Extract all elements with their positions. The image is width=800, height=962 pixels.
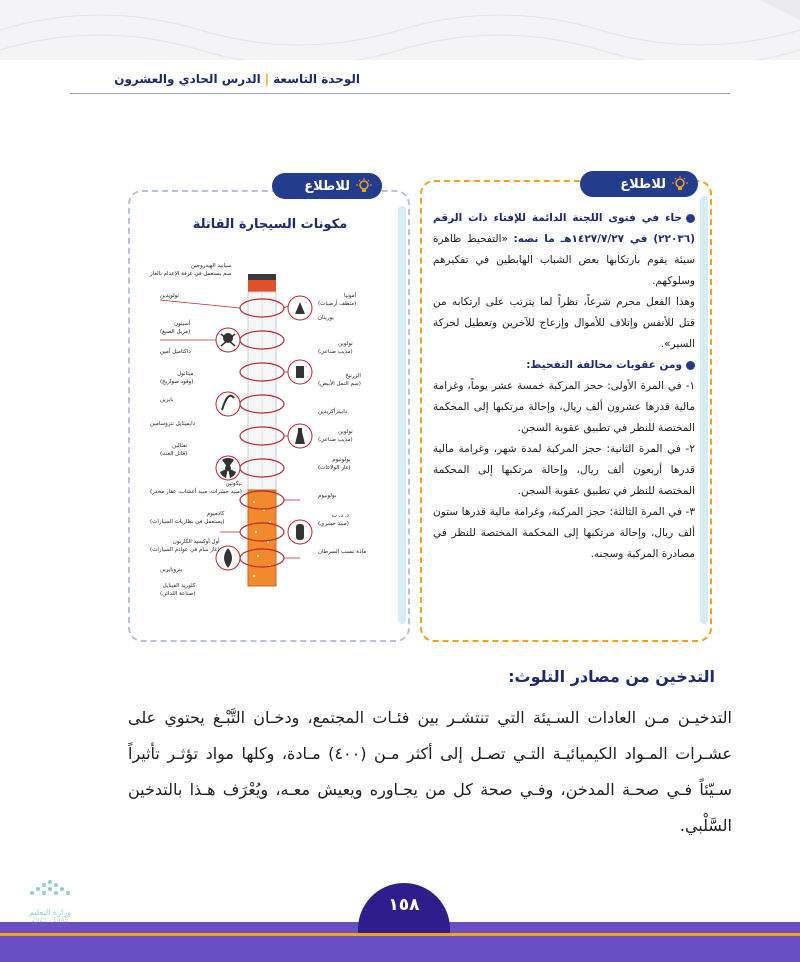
cigarette-title: مكونات السيجارة القاتلة	[192, 217, 348, 232]
component-name: تولويدين	[160, 293, 180, 299]
component-label	[160, 566, 182, 574]
fatwa-ruling: وهذا الفعل محرم شرعاً، نظراً لما يترتب على ارتكابه من قتل للأنفس وإتلاف للأموال وإزعاج للآخرين وتعطيل لحركة السير».	[433, 296, 695, 350]
component-note: (مذيب صناعي)	[318, 349, 353, 355]
right-panel-badge	[580, 171, 698, 197]
component-name: أمونيا	[344, 293, 357, 299]
page-header	[114, 72, 360, 86]
component-label	[160, 582, 195, 598]
component-label	[318, 492, 336, 500]
left-badge-label: للاطلاع	[304, 178, 350, 194]
component-name: تولوين	[338, 429, 353, 435]
component-note: (صناعة اللدائن)	[160, 591, 196, 597]
component-label	[318, 428, 353, 444]
component-note: (وقود صواريخ)	[160, 379, 194, 385]
component-name: بولونيوم	[318, 493, 337, 499]
component-label	[150, 538, 220, 554]
ministry-logo-year: 2023 - 1445	[31, 917, 69, 924]
left-panel-badge	[272, 173, 382, 199]
component-name: دايميثايل نتروسامين	[150, 421, 196, 427]
component-name: مادة تسبب السرطان	[318, 549, 367, 555]
component-label	[160, 292, 179, 300]
component-note: (مبيد حشرات، مبيد أعشاب، عقار مخدر)	[150, 489, 242, 495]
component-label	[160, 442, 187, 458]
component-label	[160, 348, 191, 356]
component-label	[318, 456, 351, 472]
penalty-third: ٣- في المرة الثالثة: حجز المركبة، وغرامة مالية قدرها ستون ألف ريال، وإحالة مرتكبها إلى المحكمة المختصة للنظر في مصادرة المركبة وسجنه.	[433, 506, 695, 560]
component-note: (مذيب صناعي)	[318, 437, 353, 443]
component-label	[318, 292, 356, 308]
right-panel-stripe	[700, 196, 708, 624]
component-name: ميثانول	[177, 371, 194, 377]
lightbulb-icon	[672, 176, 688, 192]
lightbulb-icon	[356, 178, 372, 194]
component-label	[150, 420, 195, 428]
component-note: (قاتل العث)	[160, 451, 188, 457]
header-divider	[70, 93, 730, 94]
component-name: د. د. ت	[331, 513, 349, 519]
ministry-logo-text: وزارة التعليم	[29, 908, 71, 917]
right-panel-text	[433, 208, 695, 565]
component-name: نفثالين	[172, 443, 188, 449]
component-label	[160, 396, 174, 404]
section-title: التدخين من مصادر التلوث:	[508, 667, 715, 686]
penalties-heading: ومن عقوبات مخالفة التفحيط:	[526, 359, 682, 371]
component-name: بولونيوم	[332, 457, 351, 463]
bullet-icon	[686, 214, 695, 223]
component-label	[150, 510, 224, 526]
ministry-logo-icon	[20, 878, 80, 904]
component-note: (مزيل الصبغ)	[160, 329, 191, 335]
fatwa-heading: جاء في فتوى اللجنة الدائمة للإفتاء ذات الرقم (٢٢٠٣٦) في ١٤٢٧/٧/٢٧هـ ما نصه:	[433, 212, 695, 245]
fatwa-quote: «التفحيط ظاهرة سيئة يقوم بارتكابها بعض الشباب الهابطين في تفكيرهم وسلوكهم.	[433, 233, 695, 287]
section-body: التدخيـن مـن العادات السـيئة التي تنتشـر بين فئـات المجتمع، ودخـان التَّبْـغ يحتوي على عشـرات المـواد الكيميائيـة التـي تصـل إلى أكثر مـن (٤٠٠) مـادة، وكلها مواد تؤثـر تأثيراً سـيّئاً فـي صحـة المدخن، وفـي صحة كل من يجـاوره ويعيش معـه، ويُعْرَف هـذا بالتدخين السَّلْبي.	[128, 708, 733, 835]
component-name: يوريثان	[318, 315, 334, 321]
component-name: بايرين	[160, 397, 174, 403]
component-name: نيكوتين	[225, 481, 242, 487]
left-panel-stripe	[398, 206, 406, 624]
component-name: دايبنزأكريدين	[318, 409, 348, 415]
component-label	[150, 480, 242, 496]
component-note: (مبيد حشري)	[318, 521, 349, 527]
component-name: داكتاميل أمين	[160, 349, 191, 355]
ministry-logo	[20, 878, 80, 928]
bullet-icon	[686, 361, 695, 370]
component-label	[318, 314, 334, 322]
component-label	[318, 340, 353, 356]
component-note: (سم النمل الأبيض)	[318, 381, 361, 387]
right-badge-label: للاطلاع	[620, 176, 666, 192]
component-label	[318, 548, 366, 556]
component-note: (غاز سام في عوادم السيارات)	[150, 547, 220, 553]
page-number: ١٥٨	[358, 883, 450, 933]
component-name: كادميوم	[206, 511, 225, 517]
footer-accent-line	[0, 933, 800, 936]
component-label	[318, 512, 349, 528]
component-name: أسيتون	[173, 321, 191, 327]
component-name: الزرنيخ	[345, 373, 361, 379]
component-label	[160, 320, 190, 336]
component-name: تولوين	[338, 341, 353, 347]
component-label	[318, 372, 361, 388]
component-name: بنزوبايرين	[160, 567, 183, 573]
penalty-first: ١- في المرة الأولى: حجز المركبة خمسة عشر يوماً، وغرامة مالية قدرها عشرون ألف ريال، وإحالة مرتكبها إلى المحكمة المختصة للنظر في تطبيق عقوبة السجن.	[433, 380, 695, 434]
component-label	[160, 370, 193, 386]
component-note: سم يستعمل في غرفة الإعدام بالغاز	[150, 271, 232, 277]
component-label	[150, 262, 231, 278]
component-name: أول أوكسيد الكاربون	[172, 539, 220, 545]
component-note: (منظف أرضيات)	[318, 301, 357, 307]
component-note: (يستعمل في بطاريات السيارات)	[150, 519, 225, 525]
component-name: سيانيد الهيدروجين	[190, 263, 232, 269]
unit-title: الوحدة التاسعة	[273, 72, 360, 86]
component-label	[318, 408, 347, 416]
component-name: كلوريد الفينايل	[162, 583, 196, 589]
lesson-title: الدرس الحادي والعشرون	[114, 72, 261, 86]
component-note: (غاز الولاعات)	[318, 465, 351, 471]
header-separator: |	[264, 72, 270, 86]
top-decoration	[0, 0, 800, 60]
penalty-second: ٢- في المرة الثانية: حجز المركبة لمدة شهر، وغرامة مالية قدرها أربعون ألف ريال، وإحالة مرتكبها إلى المحكمة المختصة للنظر في تطبيق عقوبة السجن.	[433, 443, 695, 497]
